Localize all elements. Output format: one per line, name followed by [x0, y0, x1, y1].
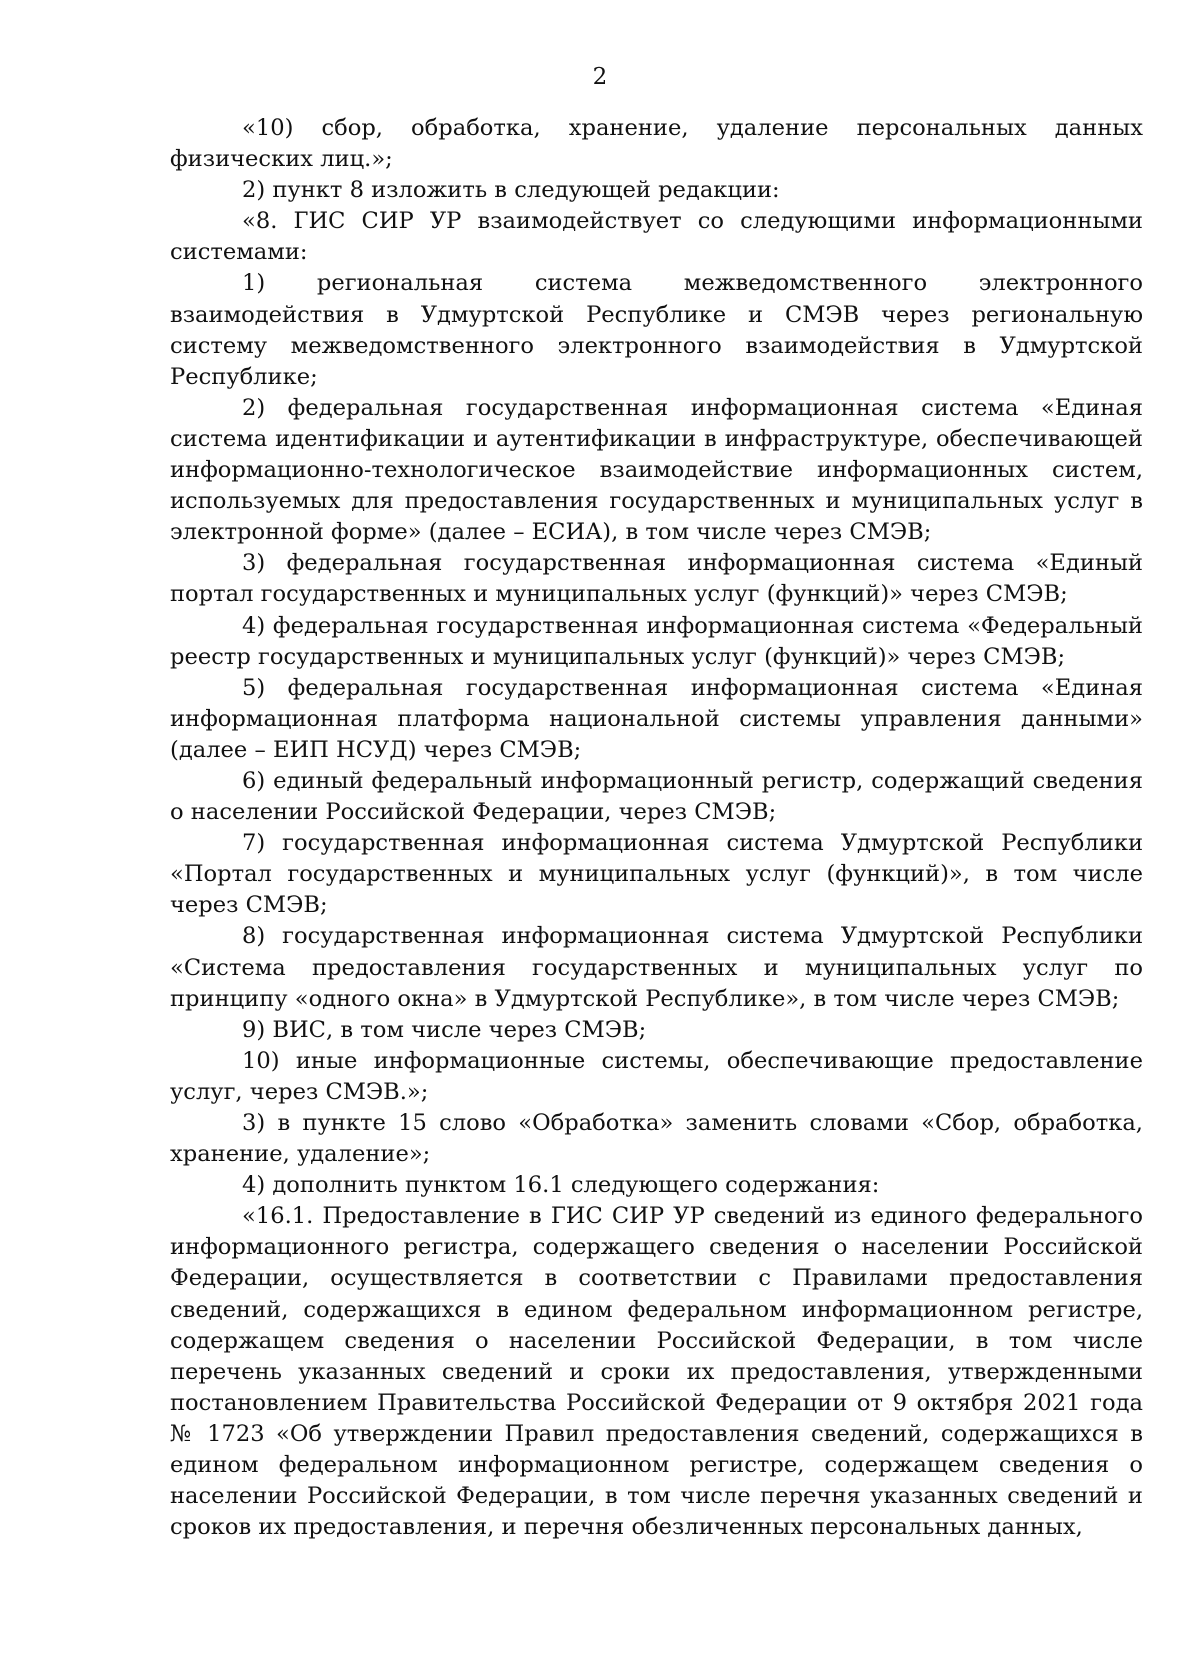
paragraph: 1) региональная система межведомственного электронного взаимодействия в Удмуртской Республике и СМЭВ через региональную систему межведомственного электронного взаимодействия в Удмуртской Республике;: [170, 270, 1143, 390]
paragraph: «8. ГИС СИР УР взаимодействует со следующими информационными системами:: [170, 208, 1143, 266]
paragraph: 4) федеральная государственная информационная система «Федеральный реестр государственных и муниципальных услуг (функций)» через СМЭВ;: [170, 612, 1143, 670]
page-number: 2: [592, 64, 608, 90]
paragraph: 10) иные информационные системы, обеспечивающие предоставление услуг, через СМЭВ.»;: [170, 1047, 1143, 1105]
document-body: [170, 113, 1143, 1543]
paragraph: 5) федеральная государственная информационная система «Единая информационная платформа национальной системы управления данными» (далее – ЕИП НСУД) через СМЭВ;: [170, 674, 1143, 763]
paragraph: 7) государственная информационная система Удмуртской Республики «Портал государственных и муниципальных услуг (функций)», в том числе через СМЭВ;: [170, 830, 1143, 919]
paragraph: 2) федеральная государственная информационная система «Единая система идентификации и аутентификации в инфраструктуре, обеспечивающей информационно-технологическое взаимодействие информационных систем, используемых для предоставления государственных и муниципальных услуг в электронной форме» (далее – ЕСИА), в том числе через СМЭВ;: [170, 394, 1143, 546]
paragraph: 3) в пункте 15 слово «Обработка» заменить словами «Сбор, обработка, хранение, удаление»;: [170, 1110, 1143, 1168]
paragraph: 6) единый федеральный информационный регистр, содержащий сведения о населении Российской Федерации, через СМЭВ;: [170, 767, 1143, 826]
paragraph: 8) государственная информационная система Удмуртской Республики «Система предоставления государственных и муниципальных услуг по принципу «одного окна» в Удмуртской Республике», в том числе через СМЭВ;: [170, 923, 1143, 1012]
paragraph: 2) пункт 8 изложить в следующей редакции:: [242, 177, 780, 204]
paragraph: 3) федеральная государственная информационная система «Единый портал государственных и муниципальных услуг (функций)» через СМЭВ;: [170, 550, 1143, 608]
paragraph: 9) ВИС, в том числе через СМЭВ;: [242, 1016, 647, 1043]
paragraph: 4) дополнить пунктом 16.1 следующего содержания:: [242, 1172, 880, 1199]
paragraph: «10) сбор, обработка, хранение, удаление персональных данных физических лиц.»;: [170, 115, 1143, 173]
paragraph: «16.1. Предоставление в ГИС СИР УР сведений из единого федерального информационного регистра, содержащего сведения о населении Российской Федерации, осуществляется в соответствии с Правилами предоставления сведений, содержащихся в едином федеральном информационном регистре, содержащем сведения о населении Российской Федерации, в том числе перечень указанных сведений и сроки их предоставления, утвержденными постановлением Правительства Российской Федерации от 9 октября 2021 года № 1723 «Об утверждении Правил предоставления сведений, содержащихся в едином федеральном информационном регистре, содержащем сведения о населении Российской Федерации, в том числе перечня указанных сведений и сроков их предоставления, и перечня обезличенных персональных данных,: [170, 1203, 1143, 1541]
